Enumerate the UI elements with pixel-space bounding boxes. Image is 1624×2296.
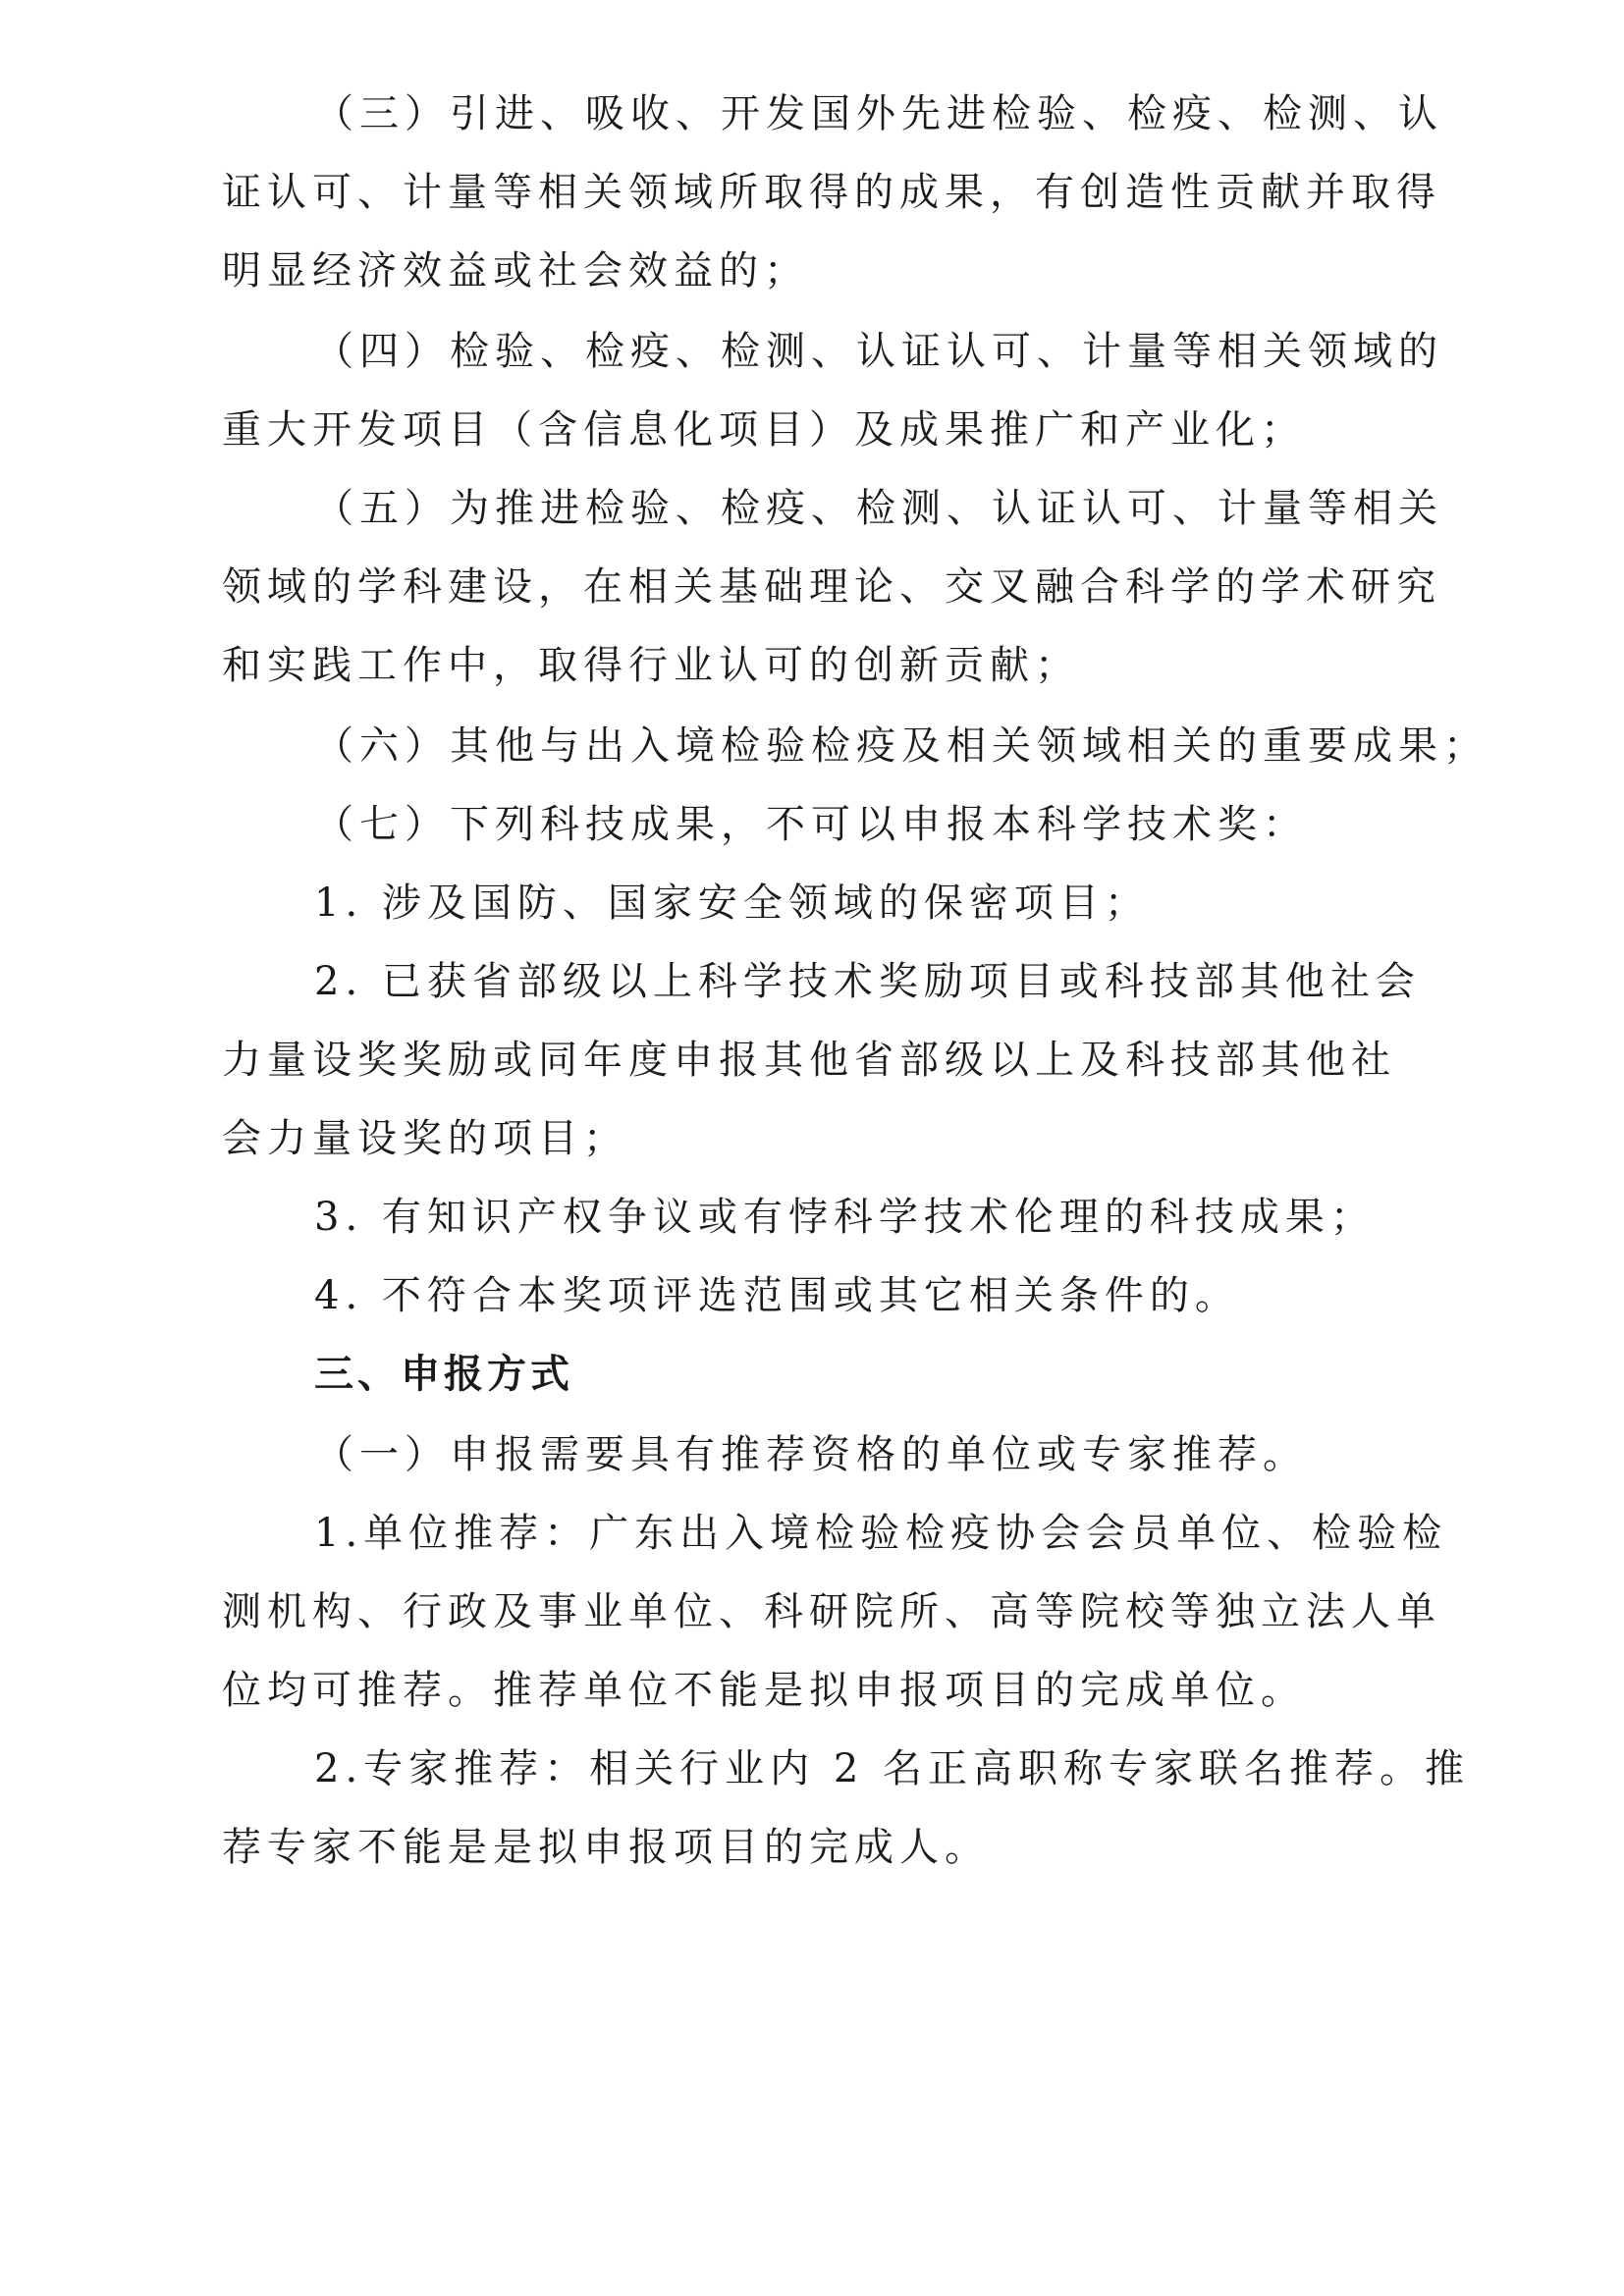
paragraph-5-line-3: 和实践工作中，取得行业认可的创新贡献； bbox=[222, 643, 1080, 688]
paragraph-5-line-2: 领域的学科建设，在相关基础理论、交叉融合科学的学术研究 bbox=[222, 564, 1441, 610]
item-4-line-1: 4. 不符合本奖项评选范围或其它相关条件的。 bbox=[314, 1273, 1240, 1318]
unit-recommend-line-1: 1.单位推荐：广东出入境检验检疫协会会员单位、检验检 bbox=[314, 1511, 1448, 1556]
paragraph-4-line-2: 重大开发项目（含信息化项目）及成果推广和产业化； bbox=[222, 407, 1306, 453]
item-1-line-1: 1. 涉及国防、国家安全领域的保密项目； bbox=[314, 881, 1150, 926]
paragraph-4-line-1: （四）检验、检疫、检测、认证认可、计量等相关领域的 bbox=[314, 329, 1443, 374]
unit-recommend-line-3: 位均可推荐。推荐单位不能是拟申报项目的完成单位。 bbox=[222, 1668, 1306, 1713]
expert-recommend-line-2: 荐专家不能是是拟申报项目的完成人。 bbox=[222, 1825, 990, 1870]
item-2-line-3: 会力量设奖的项目； bbox=[222, 1116, 628, 1161]
paragraph-6-line-1: （六）其他与出入境检验检疫及相关领域相关的重要成果； bbox=[314, 723, 1489, 769]
subsection-1-line-1: （一）申报需要具有推荐资格的单位或专家推荐。 bbox=[314, 1432, 1308, 1477]
paragraph-3-line-3: 明显经济效益或社会效益的； bbox=[222, 248, 809, 294]
paragraph-5-line-1: （五）为推进检验、检疫、检测、认证认可、计量等相关 bbox=[314, 486, 1443, 531]
paragraph-7-line-1: （七）下列科技成果，不可以申报本科学技术奖： bbox=[314, 802, 1308, 847]
paragraph-3-line-2: 证认可、计量等相关领域所取得的成果，有创造性贡献并取得 bbox=[222, 170, 1441, 215]
expert-recommend-line-1: 2.专家推荐：相关行业内 2 名正高职称专家联名推荐。推 bbox=[314, 1746, 1471, 1791]
unit-recommend-line-2: 测机构、行政及事业单位、科研院所、高等院校等独立法人单 bbox=[222, 1589, 1441, 1634]
item-2-line-1: 2. 已获省部级以上科学技术奖励项目或科技部其他社会 bbox=[314, 959, 1421, 1004]
paragraph-3-line-1: （三）引进、吸收、开发国外先进检验、检疫、检测、认 bbox=[314, 91, 1443, 136]
item-3-line-1: 3. 有知识产权争议或有悖科学技术伦理的科技成果； bbox=[314, 1195, 1376, 1240]
item-2-line-2: 力量设奖奖励或同年度申报其他省部级以上及科技部其他社 bbox=[222, 1038, 1396, 1083]
section-heading: 三、申报方式 bbox=[314, 1352, 573, 1397]
